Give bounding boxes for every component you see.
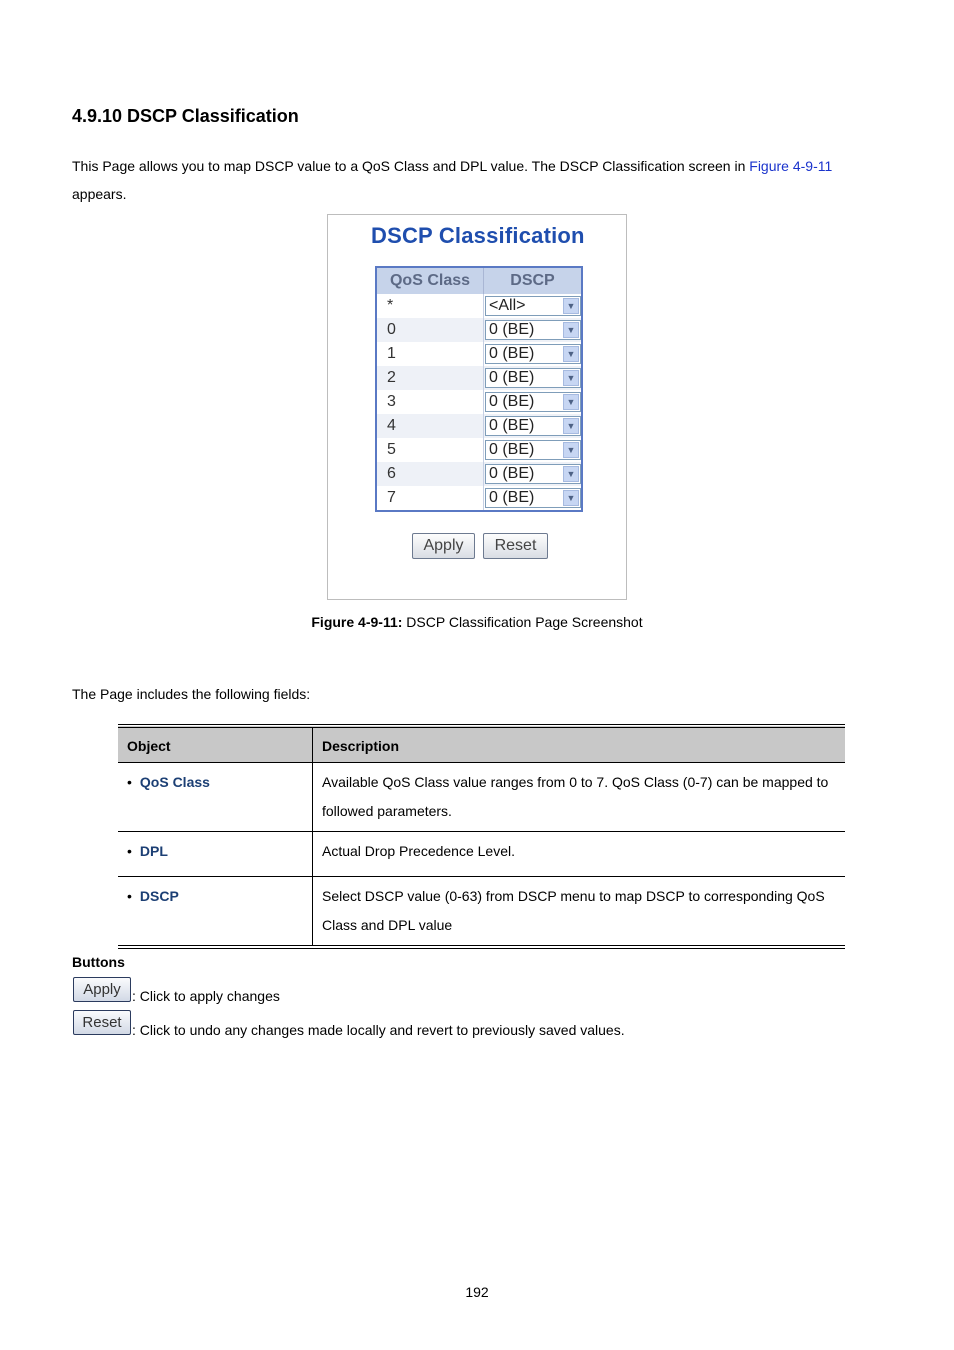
dscp-cell [484,486,583,511]
dscp-select-value: 0 (BE) [489,393,535,410]
chevron-down-icon[interactable]: ▼ [563,298,579,314]
dscp-select[interactable] [485,416,581,436]
dscp-cell [484,318,583,342]
caption-label: Figure 4-9-11: [311,614,403,630]
qos-class-cell: 0 [376,318,484,342]
table-row [376,342,582,366]
description-cell: Select DSCP value (0-63) from DSCP menu to map DSCP to corresponding QoS Class and DPL value [322,888,825,933]
intro-text: This Page allows you to map DSCP value to a QoS Class and DPL value. The DSCP Classification screen in [72,158,750,174]
fields-table [118,724,845,949]
dscp-select-value: 0 (BE) [489,369,535,386]
chevron-down-icon[interactable]: ▼ [563,490,579,506]
dscp-select[interactable] [485,344,581,364]
figure-caption [0,614,954,630]
qos-class-cell: 1 [376,342,484,366]
figure-link[interactable]: Figure 4-9-11 [749,158,833,174]
chevron-down-icon[interactable]: ▼ [563,322,579,338]
buttons-heading: Buttons [72,954,125,970]
bullet-icon: • [127,774,132,790]
chevron-down-icon[interactable]: ▼ [563,346,579,362]
chevron-down-icon[interactable]: ▼ [563,442,579,458]
dscp-cell [484,294,583,318]
dscp-select[interactable] [485,368,581,388]
dscp-cell [484,390,583,414]
object-header: Object [118,726,313,763]
qos-class-cell: * [376,294,484,318]
dscp-select[interactable] [485,392,581,412]
dscp-select-value: <All> [489,297,526,314]
table-row [376,438,582,462]
caption-text: DSCP Classification Page Screenshot [402,614,643,630]
table-row [118,832,845,877]
object-cell [118,877,313,948]
chevron-down-icon[interactable]: ▼ [563,418,579,434]
qos-class-cell: 2 [376,366,484,390]
fields-intro: The Page includes the following fields: [72,686,311,702]
table-row [376,462,582,486]
reset-button[interactable]: Reset [483,533,548,559]
table-row [118,877,845,948]
apply-description: : Click to apply changes [132,988,280,1004]
table-row [376,294,582,318]
table-row [376,390,582,414]
dscp-classification-table [375,266,583,512]
object-name: DSCP [139,888,179,904]
dscp-select[interactable] [485,464,581,484]
dscp-cell [484,414,583,438]
bullet-icon: • [127,843,132,859]
table-row [376,414,582,438]
section-heading: 4.9.10 DSCP Classification [72,106,299,126]
dscp-select-value: 0 (BE) [489,465,535,482]
dscp-select[interactable] [485,320,581,340]
dscp-header: DSCP [484,267,583,294]
table-row [376,318,582,342]
figure-title: DSCP Classification [371,223,585,248]
object-name: QoS Class [139,774,210,790]
chevron-down-icon[interactable]: ▼ [563,466,579,482]
dscp-select[interactable] [485,296,581,316]
qos-class-cell: 7 [376,486,484,511]
dscp-select-value: 0 (BE) [489,489,535,506]
dscp-cell [484,342,583,366]
table-row [376,486,582,511]
dscp-cell [484,366,583,390]
object-name: DPL [139,843,168,859]
object-cell [118,832,313,877]
reset-description: : Click to undo any changes made locally and revert to previously saved values. [132,1022,625,1038]
dscp-select-value: 0 (BE) [489,441,535,458]
qos-class-cell: 4 [376,414,484,438]
apply-button[interactable]: Apply [412,533,475,559]
table-row [376,366,582,390]
intro-paragraph [72,152,872,208]
reset-button-sample[interactable]: Reset [73,1010,131,1035]
bullet-icon: • [127,888,132,904]
dscp-select[interactable] [485,440,581,460]
apply-button-sample[interactable]: Apply [73,977,131,1002]
qos-class-cell: 5 [376,438,484,462]
chevron-down-icon[interactable]: ▼ [563,370,579,386]
table-row [118,763,845,832]
qos-class-header: QoS Class [376,267,484,294]
description-header: Description [313,726,846,763]
dscp-select-value: 0 (BE) [489,345,535,362]
dscp-select[interactable] [485,488,581,508]
chevron-down-icon[interactable]: ▼ [563,394,579,410]
qos-class-cell: 6 [376,462,484,486]
dscp-cell [484,438,583,462]
qos-class-cell: 3 [376,390,484,414]
intro-text-end: appears. [72,186,127,202]
description-cell: Actual Drop Precedence Level. [313,832,846,877]
description-cell: Available QoS Class value ranges from 0 to 7. QoS Class (0-7) can be mapped to followed parameters. [313,763,846,832]
dscp-select-value: 0 (BE) [489,417,535,434]
page-number: 192 [465,1284,489,1300]
object-cell [118,763,313,832]
dscp-select-value: 0 (BE) [489,321,535,338]
dscp-cell [484,462,583,486]
